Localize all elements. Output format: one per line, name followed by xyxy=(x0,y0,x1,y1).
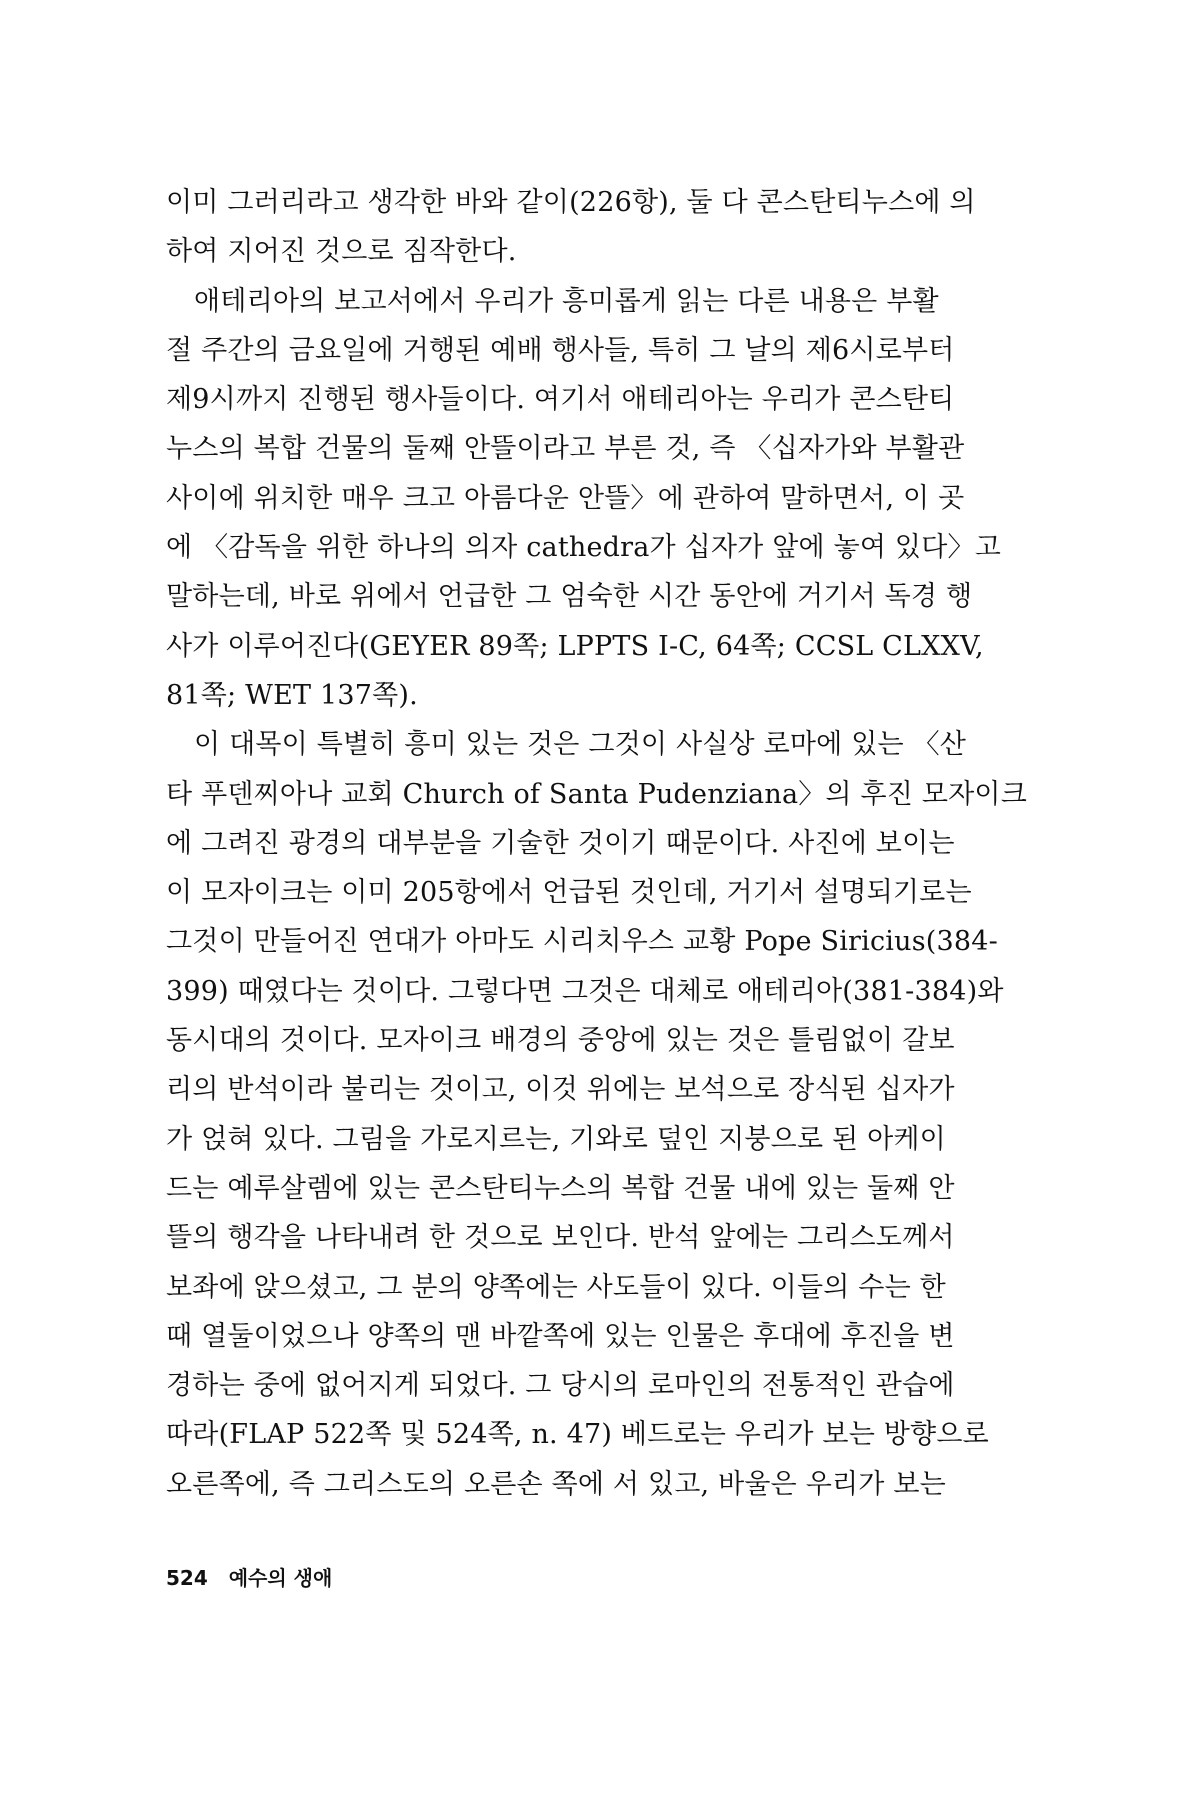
text-line: 81쪽; WET 137쪽). xyxy=(166,679,418,711)
text-line: 드는 예루살렘에 있는 콘스탄티누스의 복합 건물 내에 있는 둘째 안 xyxy=(166,1172,955,1204)
text-line: 누스의 복합 건물의 둘째 안뜰이라고 부른 것, 즉 〈십자가와 부활관 xyxy=(166,433,965,465)
body-text xyxy=(166,178,1038,1509)
text-line: 보좌에 앉으셨고, 그 분의 양쪽에는 사도들이 있다. 이들의 수는 한 xyxy=(166,1271,946,1303)
page-footer xyxy=(166,1562,332,1591)
text-line: 사이에 위치한 매우 크고 아름다운 안뜰〉에 관하여 말하면서, 이 곳 xyxy=(166,482,965,514)
text-line: 타 푸덴찌아나 교회 Church of Santa Pudenziana〉의 후진 모자이크 xyxy=(166,778,1027,810)
page-number: 524 xyxy=(166,1566,208,1590)
text-line: 에 그려진 광경의 대부분을 기술한 것이기 때문이다. 사진에 보이는 xyxy=(166,827,955,859)
text-line: 사가 이루어진다(GEYER 89쪽; LPPTS I-C, 64쪽; CCSL CLXXV, xyxy=(166,630,984,662)
text-line: 애테리아의 보고서에서 우리가 흥미롭게 읽는 다른 내용은 부활 xyxy=(194,285,939,317)
text-line: 따라(FLAP 522쪽 및 524쪽, n. 47) 베드로는 우리가 보는 방향으로 xyxy=(166,1419,989,1451)
text-line: 절 주간의 금요일에 거행된 예배 행사들, 특히 그 날의 제6시로부터 xyxy=(166,334,955,366)
text-line: 뜰의 행각을 나타내려 한 것으로 보인다. 반석 앞에는 그리스도께서 xyxy=(166,1222,955,1254)
text-line: 가 얹혀 있다. 그림을 가로지르는, 기와로 덮인 지붕으로 된 아케이 xyxy=(166,1123,946,1155)
text-line: 때 열둘이었으나 양쪽의 맨 바깥쪽에 있는 인물은 후대에 후진을 변 xyxy=(166,1320,955,1352)
text-line: 리의 반석이라 불리는 것이고, 이것 위에는 보석으로 장식된 십자가 xyxy=(166,1074,955,1106)
text-line: 이미 그러리라고 생각한 바와 같이(226항), 둘 다 콘스탄티누스에 의 xyxy=(166,187,976,218)
text-line: 동시대의 것이다. 모자이크 배경의 중앙에 있는 것은 틀림없이 갈보 xyxy=(166,1025,955,1057)
text-line: 경하는 중에 없어지게 되었다. 그 당시의 로마인의 전통적인 관습에 xyxy=(166,1370,955,1402)
text-line: 399) 때였다는 것이다. 그렇다면 그것은 대체로 애테리아(381-384)와 xyxy=(166,975,1004,1007)
text-line: 이 모자이크는 이미 205항에서 언급된 것인데, 거기서 설명되기로는 xyxy=(166,877,972,909)
text-line: 오른쪽에, 즉 그리스도의 오른손 쪽에 서 있고, 바울은 우리가 보는 xyxy=(166,1468,946,1500)
running-title: 예수의 생애 xyxy=(228,1566,333,1590)
text-line: 그것이 만들어진 연대가 아마도 시리치우스 교황 Pope Siricius(384- xyxy=(166,926,998,958)
text-line: 제9시까지 진행된 행사들이다. 여기서 애테리아는 우리가 콘스탄티 xyxy=(166,384,955,416)
text-line: 이 대목이 특별히 흥미 있는 것은 그것이 사실상 로마에 있는 〈산 xyxy=(194,729,967,761)
text-line: 하여 지어진 것으로 짐작한다. xyxy=(166,236,517,268)
text-line: 말하는데, 바로 위에서 언급한 그 엄숙한 시간 동안에 거기서 독경 행 xyxy=(166,581,973,613)
text-line: 에 〈감독을 위한 하나의 의자 cathedra가 십자가 앞에 놓여 있다〉고 xyxy=(166,532,1001,564)
